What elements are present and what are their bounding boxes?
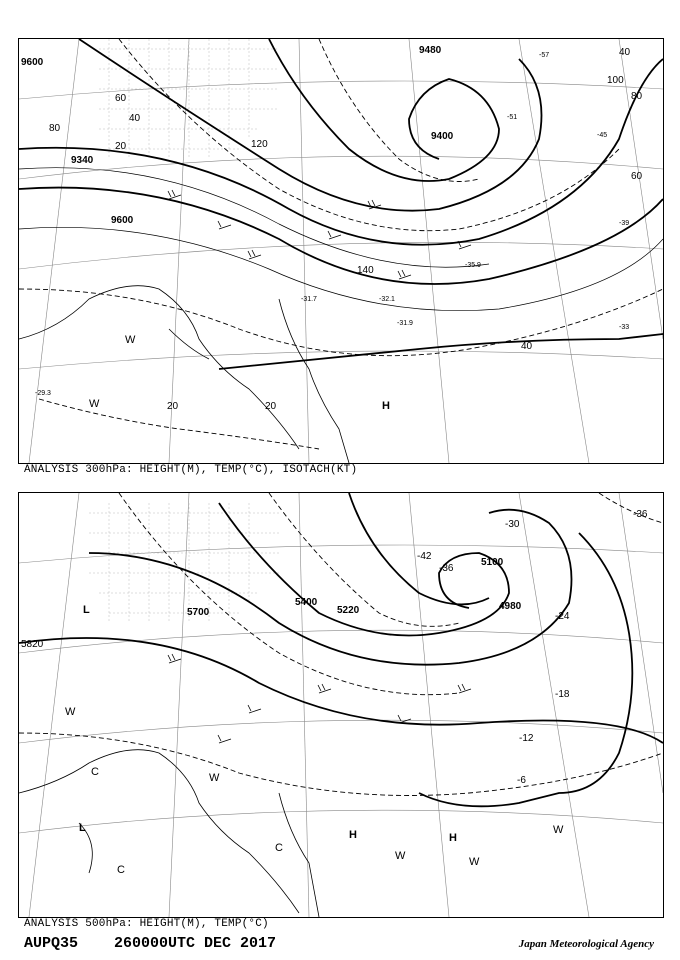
height-label: 9600 [21, 57, 44, 68]
pressure-center-warm: W [395, 850, 406, 862]
temp-label: -51 [507, 114, 518, 121]
isotach-label: 20 [265, 401, 277, 412]
map-500hpa-svg [19, 493, 663, 917]
chart-id: AUPQ35 [24, 935, 79, 952]
chart-identifier [24, 935, 276, 952]
pressure-center-group [89, 334, 390, 412]
temp-label: -39 [619, 220, 630, 227]
temp-label: -42 [417, 551, 432, 562]
coastline [19, 286, 349, 463]
temp-label: -33 [619, 324, 630, 331]
temp-label: -31.9 [397, 320, 413, 327]
pressure-center-warm: W [65, 706, 76, 718]
agency-credit: Japan Meteorological Agency [518, 938, 654, 950]
height-label: 9600 [111, 215, 134, 226]
isotach-label: 40 [619, 47, 631, 58]
temp-label: -29.3 [35, 390, 51, 397]
height-label: 9340 [71, 155, 94, 166]
height-contours [19, 39, 663, 369]
isotach-label: 40 [521, 341, 533, 352]
height-label: 4980 [499, 601, 522, 612]
pressure-center-warm: W [125, 334, 136, 346]
height-contours [19, 493, 663, 806]
wind-barbs [168, 190, 471, 279]
height-label: 9480 [419, 45, 442, 56]
pressure-center-warm: W [89, 398, 100, 410]
temp-label: -35.9 [465, 262, 481, 269]
isotach-label: 60 [115, 93, 127, 104]
pressure-center-cold: C [275, 842, 283, 854]
pressure-center-high: H [382, 400, 390, 412]
pressure-center-group [65, 604, 564, 876]
height-label: 5700 [187, 607, 210, 618]
temp-contours [19, 493, 663, 796]
map-300hpa-svg [19, 39, 663, 463]
coastline [19, 750, 319, 917]
temp-label: -32.1 [379, 296, 395, 303]
isotach-label: 80 [49, 123, 61, 134]
temp-label: -12 [519, 733, 534, 744]
isotach-label: 120 [251, 139, 268, 150]
pressure-center-cold: C [117, 864, 125, 876]
pressure-center-high: H [349, 829, 357, 841]
pressure-center-high: H [449, 832, 457, 844]
temp-label: -6 [517, 775, 526, 786]
temp-label: -30 [505, 519, 520, 530]
isotach-label: 20 [167, 401, 179, 412]
pressure-center-warm: W [553, 824, 564, 836]
isotach-label: 100 [607, 75, 624, 86]
map-panel-500hpa [18, 492, 664, 918]
temp-label: -31.7 [301, 296, 317, 303]
temp-label: -36 [439, 563, 454, 574]
isotach-label: 20 [115, 141, 127, 152]
pressure-center-cold: C [91, 766, 99, 778]
caption-500hpa: ANALYSIS 500hPa: HEIGHT(M), TEMP(°C) [24, 918, 269, 930]
height-label: 5400 [295, 597, 318, 608]
isotach-label: 60 [631, 171, 643, 182]
temp-label: -45 [597, 132, 608, 139]
pressure-center-low: L [79, 822, 86, 834]
height-label: 9400 [431, 131, 454, 142]
chart-datetime: 260000UTC DEC 2017 [114, 935, 277, 952]
pressure-center-warm: W [209, 772, 220, 784]
height-label: 5220 [337, 605, 360, 616]
isotach-label: 140 [357, 265, 374, 276]
isotach-label-group [49, 47, 643, 412]
height-label: 5820 [21, 639, 44, 650]
temp-label: -24 [555, 611, 570, 622]
height-label-group [21, 45, 454, 226]
isotach-label: 80 [631, 91, 643, 102]
graticule [19, 493, 663, 917]
height-label: 5100 [481, 557, 504, 568]
temp-label: -57 [539, 52, 550, 59]
temp-label: -18 [555, 689, 570, 700]
temp-label: -36 [633, 509, 648, 520]
pressure-center-warm: W [469, 856, 480, 868]
pressure-center-low: L [83, 604, 90, 616]
map-panel-300hpa [18, 38, 664, 464]
caption-300hpa: ANALYSIS 300hPa: HEIGHT(M), TEMP(°C), ISOTACH(KT) [24, 464, 358, 476]
temp-label-group [417, 509, 648, 786]
isotach-label: 40 [129, 113, 141, 124]
